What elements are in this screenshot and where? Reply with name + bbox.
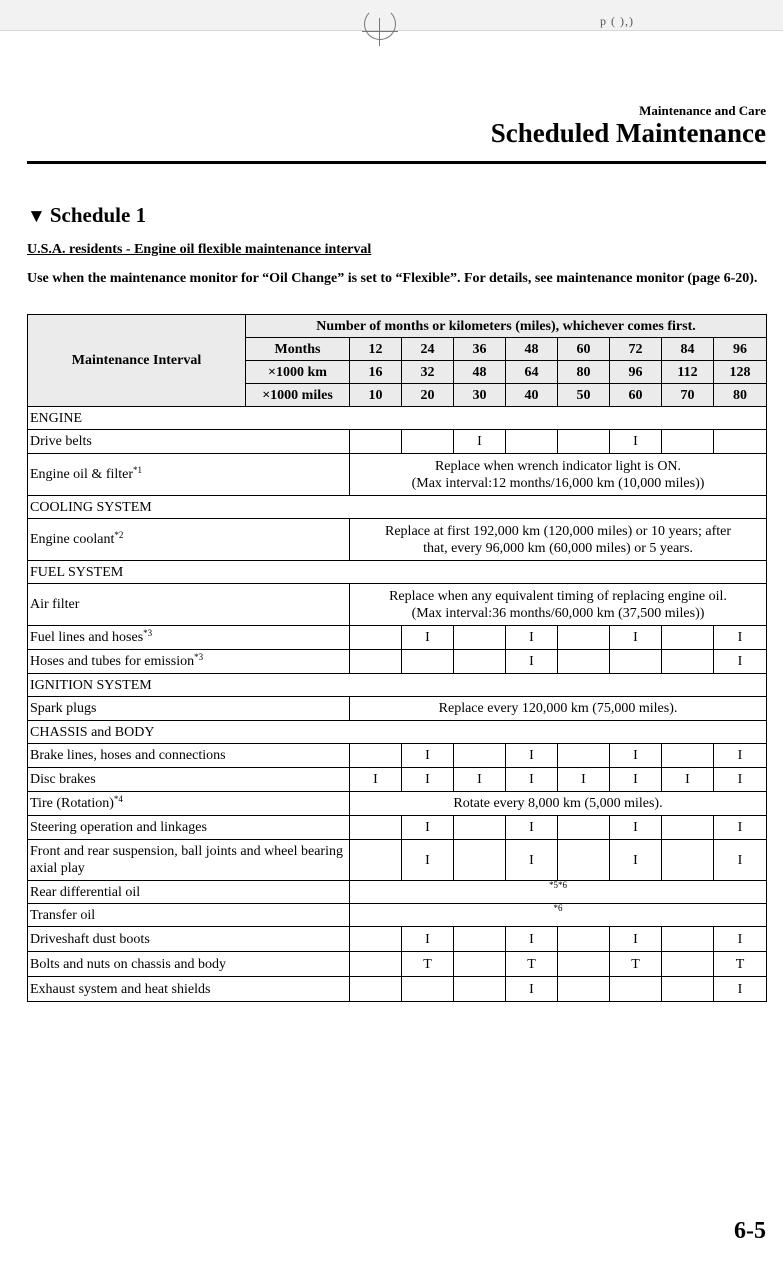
schedule-cell <box>350 927 402 952</box>
schedule-cell <box>454 626 506 650</box>
schedule-title: Schedule 1 <box>49 203 147 227</box>
schedule-cell <box>350 840 402 881</box>
schedule-cell: I <box>350 768 402 792</box>
schedule-cell <box>558 977 610 1002</box>
page-number: 6-5 <box>734 1218 766 1244</box>
span-note-line: Replace at first 192,000 km (120,000 miles) or 10 years; after <box>385 523 732 539</box>
schedule-cell: I <box>402 840 454 881</box>
miles-label: ×1000 miles <box>246 384 350 407</box>
item-label: Driveshaft dust boots <box>28 927 350 952</box>
schedule-cell <box>350 650 402 674</box>
km-cell: 112 <box>662 361 714 384</box>
schedule-cell: T <box>506 952 558 977</box>
schedule-cell: I <box>506 840 558 881</box>
miles-cell: 70 <box>662 384 714 407</box>
schedule-cell <box>350 430 402 454</box>
table-row <box>28 977 767 1002</box>
km-cell: 80 <box>558 361 610 384</box>
schedule-cell <box>350 744 402 768</box>
item-label: Air filter <box>28 584 350 626</box>
footnote-ref: *1 <box>133 465 143 475</box>
schedule-cell <box>454 650 506 674</box>
schedule-cell <box>558 626 610 650</box>
span-note-line: Replace when wrench indicator light is ON. <box>434 458 682 474</box>
schedule-cell <box>402 650 454 674</box>
km-label: ×1000 km <box>246 361 350 384</box>
schedule-cell <box>662 952 714 977</box>
schedule-cell <box>350 952 402 977</box>
schedule-cell: I <box>714 626 767 650</box>
span-note-line: Replace when any equivalent timing of replacing engine oil. <box>389 588 727 604</box>
miles-cell: 50 <box>558 384 610 407</box>
span-note: Replace every 120,000 km (75,000 miles). <box>350 697 767 721</box>
category-label: COOLING SYSTEM <box>28 496 767 519</box>
schedule-cell: I <box>714 977 767 1002</box>
item-label: Drive belts <box>28 430 350 454</box>
km-cell: 16 <box>350 361 402 384</box>
item-label <box>28 454 350 496</box>
schedule-cell <box>610 650 662 674</box>
schedule-cell <box>662 840 714 881</box>
span-note-line: (Max interval:36 months/60,000 km (37,500 miles)) <box>411 605 705 621</box>
miles-cell: 80 <box>714 384 767 407</box>
schedule-cell <box>558 952 610 977</box>
item-label-text: Engine coolant <box>30 532 115 547</box>
schedule-cell <box>350 977 402 1002</box>
schedule-cell <box>454 952 506 977</box>
schedule-cell: I <box>714 744 767 768</box>
item-label-text: Fuel lines and hoses <box>30 630 144 645</box>
km-cell: 32 <box>402 361 454 384</box>
schedule-cell <box>558 816 610 840</box>
crop-mark-vertical <box>379 18 380 46</box>
section-label: Maintenance and Care <box>639 103 766 118</box>
schedule-cell <box>662 816 714 840</box>
schedule-cell: I <box>454 768 506 792</box>
schedule-cell <box>558 744 610 768</box>
table-row <box>28 650 767 674</box>
schedule-subtitle: U.S.A. residents - Engine oil flexible maintenance interval <box>27 242 372 257</box>
table-row <box>28 881 767 904</box>
schedule-cell: I <box>714 650 767 674</box>
schedule-cell <box>662 430 714 454</box>
months-cell: 72 <box>610 338 662 361</box>
category-row-chassis <box>28 721 767 744</box>
title-rule <box>27 161 766 164</box>
category-label: FUEL SYSTEM <box>28 561 767 584</box>
schedule-cell <box>454 840 506 881</box>
table-row <box>28 816 767 840</box>
schedule-cell: I <box>402 768 454 792</box>
schedule-cell <box>610 977 662 1002</box>
table-row <box>28 454 767 496</box>
footnote-ref: *3 <box>194 652 204 662</box>
span-note: Rotate every 8,000 km (5,000 miles). <box>350 792 767 816</box>
schedule-cell: I <box>714 927 767 952</box>
item-label: Exhaust system and heat shields <box>28 977 350 1002</box>
schedule-cell: I <box>506 977 558 1002</box>
schedule-cell <box>506 430 558 454</box>
footnote-ref: *3 <box>143 628 153 638</box>
item-label: Disc brakes <box>28 768 350 792</box>
span-note <box>350 519 767 561</box>
span-note-line: that, every 96,000 km (60,000 miles) or 5 years. <box>423 540 693 556</box>
miles-cell: 30 <box>454 384 506 407</box>
schedule-cell: I <box>506 626 558 650</box>
schedule-cell <box>402 430 454 454</box>
months-label: Months <box>246 338 350 361</box>
schedule-cell: I <box>610 430 662 454</box>
schedule-cell <box>454 816 506 840</box>
table-row <box>28 584 767 626</box>
triangle-marker-icon: ▼ <box>27 206 46 227</box>
span-note <box>350 454 767 496</box>
schedule-cell: I <box>610 927 662 952</box>
months-cell: 36 <box>454 338 506 361</box>
footnote-ref: *4 <box>113 794 123 804</box>
table-row <box>28 952 767 977</box>
item-label: Transfer oil <box>28 904 350 927</box>
schedule-cell: I <box>610 816 662 840</box>
schedule-cell: I <box>402 626 454 650</box>
schedule-cell: I <box>454 430 506 454</box>
span-note <box>350 584 767 626</box>
category-row-cooling <box>28 496 767 519</box>
top-fragment-text: p ( ),) <box>600 14 634 28</box>
schedule-cell <box>350 626 402 650</box>
schedule-cell <box>350 816 402 840</box>
category-label: IGNITION SYSTEM <box>28 674 767 697</box>
schedule-cell: T <box>714 952 767 977</box>
months-cell: 12 <box>350 338 402 361</box>
miles-cell: 40 <box>506 384 558 407</box>
schedule-cell <box>454 927 506 952</box>
item-label: Front and rear suspension, ball joints and wheel bearing axial play <box>28 840 350 881</box>
schedule-cell: I <box>610 768 662 792</box>
schedule-cell: I <box>402 744 454 768</box>
schedule-cell: I <box>610 626 662 650</box>
item-label: Brake lines, hoses and connections <box>28 744 350 768</box>
page-title: Scheduled Maintenance <box>490 118 766 148</box>
table-row <box>28 519 767 561</box>
item-label-text: Engine oil & filter <box>30 467 134 482</box>
schedule-cell <box>558 840 610 881</box>
schedule-cell <box>454 977 506 1002</box>
schedule-cell <box>558 650 610 674</box>
table-row <box>28 768 767 792</box>
schedule-cell: I <box>506 650 558 674</box>
schedule-cell: I <box>506 744 558 768</box>
category-row-ignition <box>28 674 767 697</box>
table-row <box>28 626 767 650</box>
item-label: Rear differential oil <box>28 881 350 904</box>
span-note <box>350 881 767 904</box>
schedule-cell: T <box>402 952 454 977</box>
schedule-cell: I <box>714 816 767 840</box>
category-label: ENGINE <box>28 407 767 430</box>
schedule-cell: I <box>662 768 714 792</box>
table-row <box>28 792 767 816</box>
item-label: Steering operation and linkages <box>28 816 350 840</box>
schedule-cell: T <box>610 952 662 977</box>
schedule-heading <box>27 203 146 228</box>
schedule-cell: I <box>610 840 662 881</box>
schedule-cell <box>662 650 714 674</box>
header-row-top <box>28 315 767 338</box>
miles-cell: 10 <box>350 384 402 407</box>
schedule-cell: I <box>402 816 454 840</box>
schedule-cell <box>402 977 454 1002</box>
months-cell: 60 <box>558 338 610 361</box>
table-row <box>28 904 767 927</box>
schedule-cell: I <box>506 927 558 952</box>
km-cell: 128 <box>714 361 767 384</box>
item-label <box>28 650 350 674</box>
footnote-ref: *2 <box>114 530 124 540</box>
miles-cell: 20 <box>402 384 454 407</box>
footnote-ref: *6 <box>553 903 563 913</box>
item-label-text: Tire (Rotation) <box>30 796 114 811</box>
months-cell: 84 <box>662 338 714 361</box>
table-row <box>28 697 767 721</box>
schedule-intro: Use when the maintenance monitor for “Oil Change” is set to “Flexible”. For details, see maintenance monitor (page 6-20). <box>27 271 758 286</box>
span-note-line: (Max interval:12 months/16,000 km (10,000 miles)) <box>411 475 705 491</box>
schedule-cell: I <box>402 927 454 952</box>
category-row-fuel <box>28 561 767 584</box>
schedule-cell: I <box>714 768 767 792</box>
schedule-cell <box>662 744 714 768</box>
table-row <box>28 927 767 952</box>
table-row <box>28 430 767 454</box>
km-cell: 48 <box>454 361 506 384</box>
schedule-cell <box>558 430 610 454</box>
interval-description: Number of months or kilometers (miles), whichever comes first. <box>246 315 767 338</box>
months-cell: 48 <box>506 338 558 361</box>
crop-mark-horizontal <box>362 31 398 32</box>
category-row-engine <box>28 407 767 430</box>
schedule-cell: I <box>610 744 662 768</box>
schedule-cell <box>662 977 714 1002</box>
schedule-cell: I <box>506 816 558 840</box>
footnote-ref: *5*6 <box>549 880 567 890</box>
item-label: Spark plugs <box>28 697 350 721</box>
item-label-text: Hoses and tubes for emission <box>30 654 195 669</box>
span-note <box>350 904 767 927</box>
schedule-cell: I <box>506 768 558 792</box>
schedule-cell <box>662 927 714 952</box>
km-cell: 96 <box>610 361 662 384</box>
schedule-cell <box>714 430 767 454</box>
crop-mark-icon <box>364 8 396 40</box>
months-cell: 24 <box>402 338 454 361</box>
schedule-cell <box>558 927 610 952</box>
category-label: CHASSIS and BODY <box>28 721 767 744</box>
miles-cell: 60 <box>610 384 662 407</box>
item-label: Bolts and nuts on chassis and body <box>28 952 350 977</box>
item-label <box>28 792 350 816</box>
months-cell: 96 <box>714 338 767 361</box>
km-cell: 64 <box>506 361 558 384</box>
schedule-cell <box>662 626 714 650</box>
interval-label: Maintenance Interval <box>28 315 246 407</box>
item-label <box>28 626 350 650</box>
item-label <box>28 519 350 561</box>
schedule-cell: I <box>558 768 610 792</box>
maintenance-table <box>27 314 767 1002</box>
table-row <box>28 840 767 881</box>
schedule-cell <box>454 744 506 768</box>
table-row <box>28 744 767 768</box>
schedule-cell: I <box>714 840 767 881</box>
